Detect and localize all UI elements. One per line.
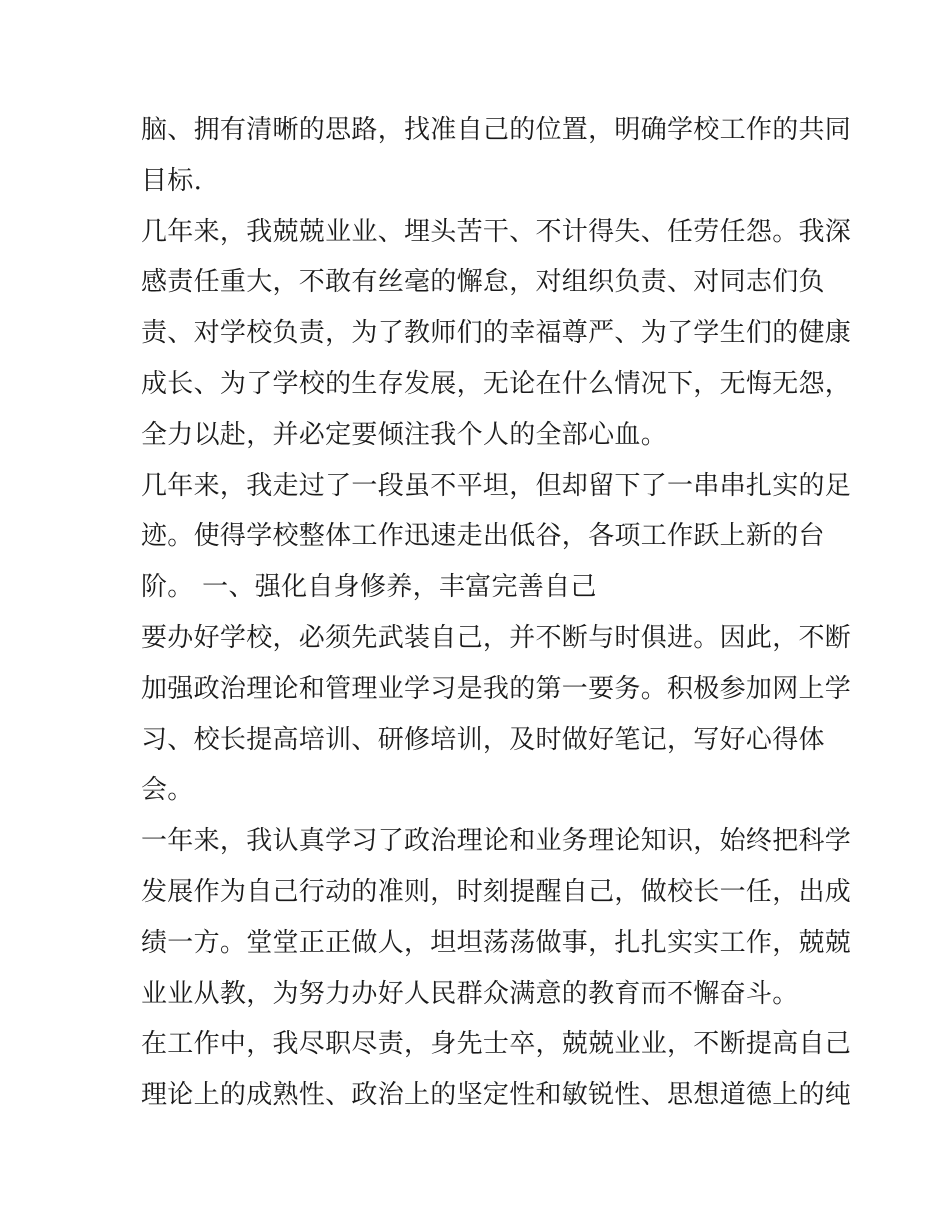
text-line: 发展作为自己行动的准则，时刻提醒自己，做校长一任，出成 — [141, 876, 852, 907]
text-line: 迹。使得学校整体工作迅速走出低谷，各项工作跃上新的台 — [141, 521, 825, 552]
text-line: 会。 — [141, 775, 194, 806]
text-line: 绩一方。堂堂正正做人，坦坦荡荡做事，扎扎实实工作，兢兢 — [141, 927, 852, 958]
text-line: 习、校长提高培训、研修培训，及时做好笔记，写好心得体 — [141, 724, 825, 755]
text-line: 成长、为了学校的生存发展，无论在什么情况下，无悔无怨， — [141, 368, 852, 399]
text-line: 几年来，我走过了一段虽不平坦，但却留下了一串串扎实的足 — [141, 470, 852, 501]
text-line: 目标. — [141, 165, 203, 196]
text-line: 感责任重大，不敢有丝毫的懈怠，对组织负责、对同志们负 — [141, 267, 825, 298]
text-line: 在工作中，我尽职尽责，身先士卒，兢兢业业，不断提高自己 — [141, 1029, 852, 1060]
text-line: 几年来，我兢兢业业、埋头苦干、不计得失、任劳任怨。我深 — [141, 216, 852, 247]
text-line: 加强政治理论和管理业学习是我的第一要务。积极参加网上学 — [141, 673, 852, 704]
text-line: 脑、拥有清晰的思路，找准自己的位置，明确学校工作的共同 — [141, 115, 852, 145]
body-text — [141, 105, 852, 1121]
text-line: 要办好学校，必须先武装自己，并不断与时俱进。因此，不断 — [141, 622, 852, 653]
text-line: 理论上的成熟性、政治上的坚定性和敏锐性、思想道德上的纯 — [141, 1080, 852, 1111]
text-line: 一年来，我认真学习了政治理论和业务理论知识，始终把科学 — [141, 826, 852, 857]
text-line: 责、对学校负责，为了教师们的幸福尊严、为了学生们的健康 — [141, 318, 852, 349]
text-line: 全力以赴，并必定要倾注我个人的全部心血。 — [141, 419, 668, 450]
text-line: 业业从教，为努力办好人民群众满意的教育而不懈奋斗。 — [141, 978, 799, 1009]
text-line: 阶。 一、强化自身修养，丰富完善自己 — [141, 572, 597, 603]
